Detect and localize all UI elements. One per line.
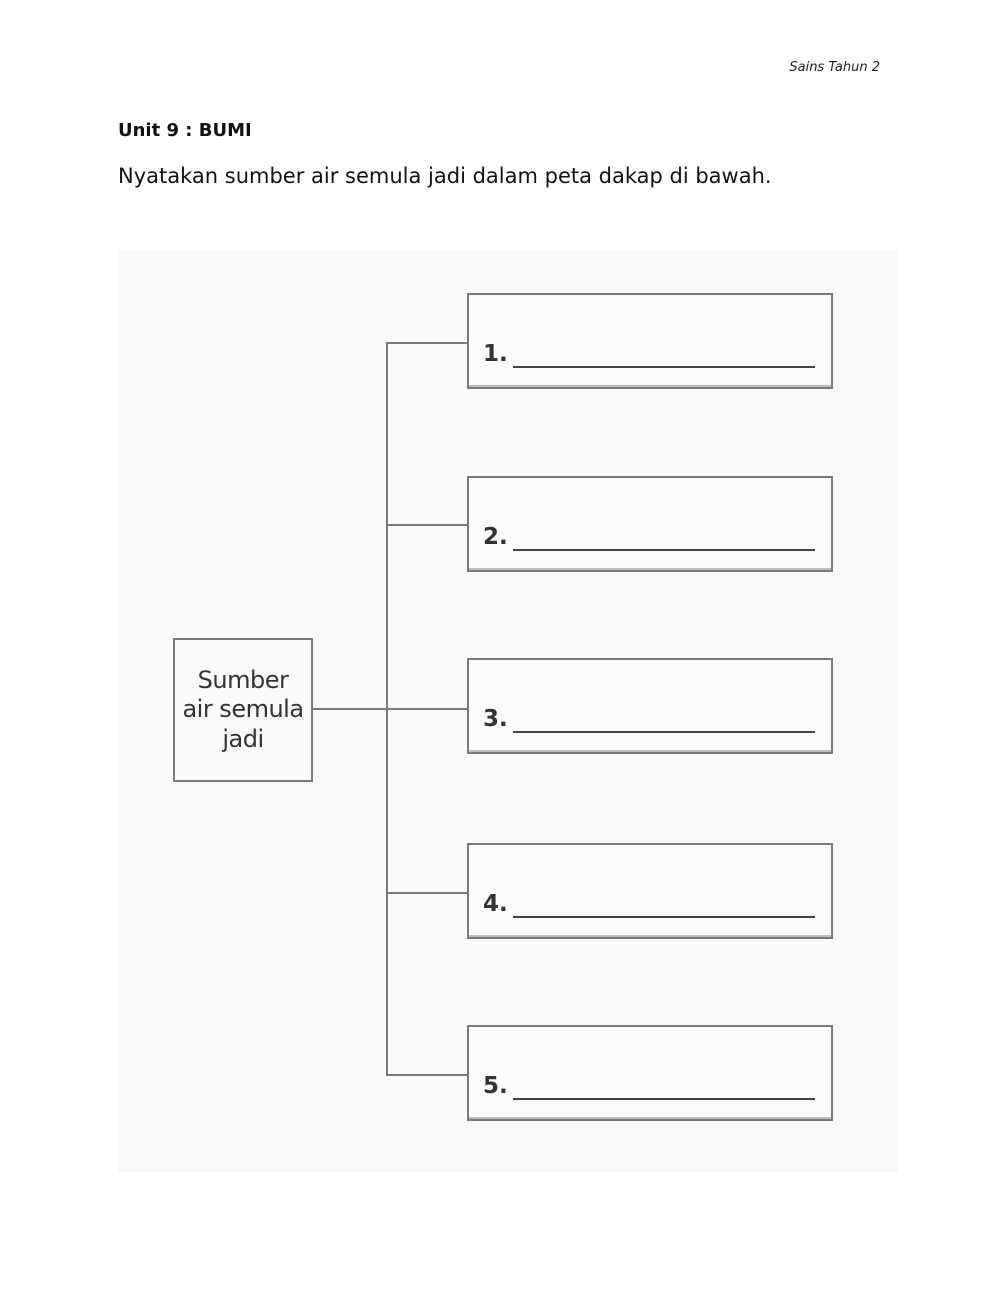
connector-branch-1 — [386, 342, 468, 344]
answer-number-3: 3. — [483, 706, 508, 732]
answer-box-4[interactable] — [467, 843, 833, 939]
answer-number-4: 4. — [483, 891, 508, 917]
answer-line-3[interactable] — [513, 731, 815, 733]
answer-line-5[interactable] — [513, 1098, 815, 1100]
answer-box-2[interactable] — [467, 476, 833, 572]
connector-branch-5 — [386, 1074, 468, 1076]
instruction-text: Nyatakan sumber air semula jadi dalam peta dakap di bawah. — [118, 164, 772, 188]
answer-box-3[interactable] — [467, 658, 833, 754]
connector-branch-2 — [386, 524, 468, 526]
answer-line-1[interactable] — [513, 366, 815, 368]
answer-box-5[interactable] — [467, 1025, 833, 1121]
connector-vertical — [386, 342, 388, 1075]
answer-number-5: 5. — [483, 1073, 508, 1099]
connector-main — [313, 708, 468, 710]
answer-box-1[interactable] — [467, 293, 833, 389]
answer-number-2: 2. — [483, 524, 508, 550]
answer-line-4[interactable] — [513, 916, 815, 918]
header-note: Sains Tahun 2 — [789, 60, 880, 75]
unit-title: Unit 9 : BUMI — [118, 120, 252, 141]
brace-map-diagram — [118, 250, 898, 1172]
answer-number-1: 1. — [483, 341, 508, 367]
connector-branch-4 — [386, 892, 468, 894]
center-box — [173, 638, 313, 782]
answer-line-2[interactable] — [513, 549, 815, 551]
center-label: Sumber air semula jadi — [182, 666, 304, 753]
